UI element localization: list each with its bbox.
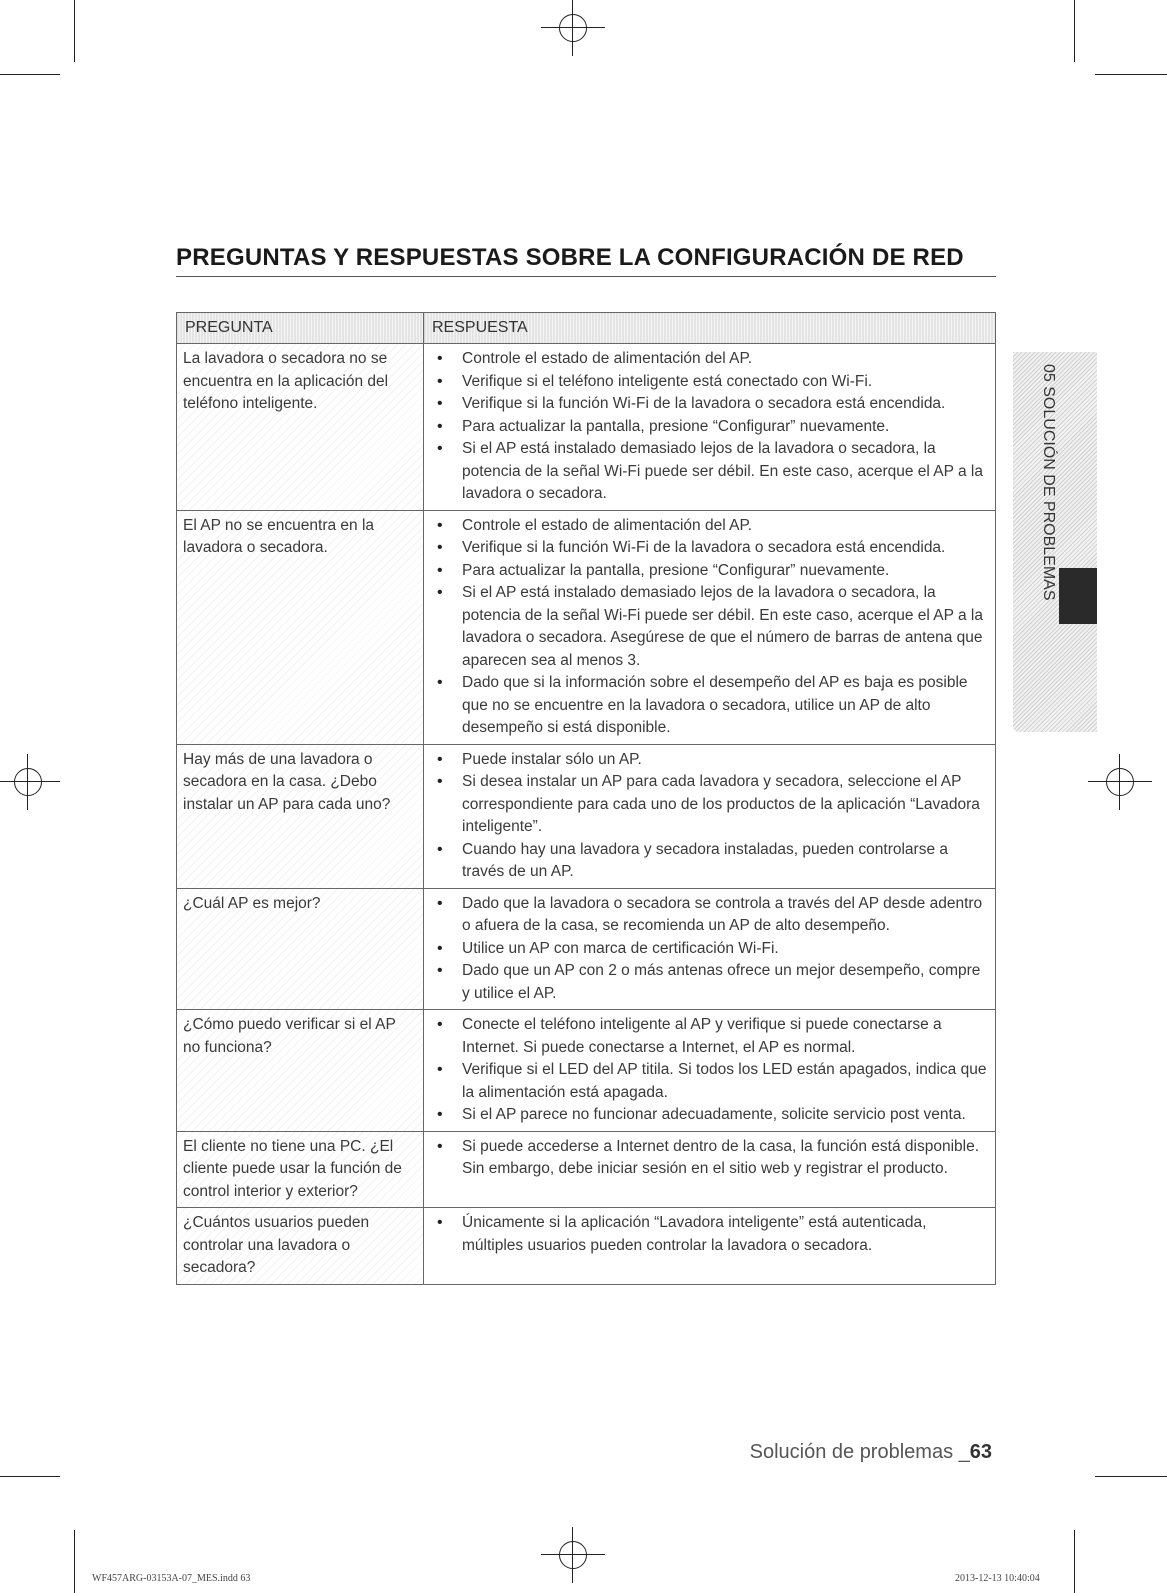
table-row [177,1010,996,1132]
answer-item: • Puede instalar sólo un AP. [430,749,989,772]
answer-cell [424,744,996,888]
answer-item: • Utilice un AP con marca de certificación Wi-Fi. [430,938,989,961]
question-cell: El AP no se encuentra en la lavadora o secadora. [177,510,424,744]
answer-list [430,1136,989,1181]
answer-item: • Controle el estado de alimentación del AP. [430,515,989,538]
answer-list [430,515,989,740]
table-row [177,744,996,888]
answer-item: • Cuando hay una lavadora y secadora instaladas, pueden controlarse a través de un AP. [430,839,989,884]
section-side-tab-marker [1059,568,1097,624]
answer-cell [424,344,996,511]
question-cell: Hay más de una lavadora o secadora en la casa. ¿Debo instalar un AP para cada uno? [177,744,424,888]
crop-mark [1095,74,1167,75]
answer-item: • Verifique si la función Wi-Fi de la lavadora o secadora está encendida. [430,537,989,560]
answer-item: • Conecte el teléfono inteligente al AP y verifique si puede conectarse a Internet. Si puede conectarse a Internet, el AP es normal. [430,1014,989,1059]
crop-mark [1095,1476,1167,1477]
crop-mark [1074,0,1075,62]
crop-mark [0,74,60,75]
answer-cell [424,510,996,744]
question-cell: ¿Cuántos usuarios pueden controlar una lavadora o secadora? [177,1208,424,1285]
answer-item: • Si desea instalar un AP para cada lavadora y secadora, seleccione el AP correspondiente para cada uno de los productos de la aplicación “Lavadora inteligente”. [430,771,989,839]
answer-cell [424,1010,996,1132]
answer-item: • Para actualizar la pantalla, presione “Configurar” nuevamente. [430,416,989,439]
answer-item: • Verifique si la función Wi-Fi de la lavadora o secadora está encendida. [430,393,989,416]
file-slug: WF457ARG-03153A-07_MES.indd 63 [92,1573,251,1584]
table-header-row [177,313,996,344]
footer-section-label: Solución de problemas _ [749,1441,970,1463]
answer-item: • Verifique si el teléfono inteligente está conectado con Wi-Fi. [430,371,989,394]
qa-table-body [177,344,996,1285]
answer-cell [424,1131,996,1208]
answer-item: • Dado que un AP con 2 o más antenas ofrece un mejor desempeño, compre y utilice el AP. [430,960,989,1005]
answer-cell [424,888,996,1010]
answer-item: • Si el AP está instalado demasiado lejos de la lavadora o secadora, la potencia de la señal Wi-Fi puede ser débil. En este caso, acerque el AP a la lavadora o secadora. [430,438,989,506]
table-row [177,1208,996,1285]
qa-table [176,312,996,1285]
answer-item: • Para actualizar la pantalla, presione “Configurar” nuevamente. [430,560,989,583]
crop-mark [0,1476,60,1477]
answer-list [430,1014,989,1127]
answer-cell [424,1208,996,1285]
question-cell: El cliente no tiene una PC. ¿El cliente puede usar la función de control interior y exterior? [177,1131,424,1208]
registration-mark-right [1100,762,1140,802]
answer-list [430,749,989,884]
answer-list [430,1212,989,1257]
crop-mark [74,0,75,62]
table-row [177,888,996,1010]
print-timestamp: 2013-12-13 10:40:04 [955,1573,1040,1584]
column-header-question: PREGUNTA [177,313,424,344]
answer-item: • Verifique si el LED del AP titila. Si todos los LED están apagados, indica que la alimentación está apagada. [430,1059,989,1104]
crop-mark [1074,1530,1075,1593]
answer-item: • Dado que la lavadora o secadora se controla a través del AP desde adentro o afuera de la casa, se recomienda un AP de alto desempeño. [430,893,989,938]
answer-list [430,893,989,1006]
section-side-tab-label: 05 SOLUCIÓN DE PROBLEMAS [1040,364,1057,601]
registration-mark-bottom [553,1535,593,1575]
page-number: 63 [969,1441,992,1463]
table-row [177,344,996,511]
page-footer [750,1441,992,1464]
answer-item: • Si puede accederse a Internet dentro de la casa, la función está disponible. Sin embargo, debe iniciar sesión en el sitio web y registrar el producto. [430,1136,989,1181]
question-cell: La lavadora o secadora no se encuentra en la aplicación del teléfono inteligente. [177,344,424,511]
table-row [177,1131,996,1208]
table-row [177,510,996,744]
registration-mark-left [8,762,48,802]
answer-list [430,348,989,506]
crop-mark [74,1530,75,1593]
answer-item: • Si el AP está instalado demasiado lejos de la lavadora o secadora, la potencia de la señal Wi-Fi puede ser débil. En este caso, acerque el AP a la lavadora o secadora. Asegúrese de que el número de barras de antena que aparecen sea al menos 3. [430,582,989,672]
answer-item: • Únicamente si la aplicación “Lavadora inteligente” está autenticada, múltiples usuarios pueden controlar la lavadora o secadora. [430,1212,989,1257]
question-cell: ¿Cómo puedo verificar si el AP no funciona? [177,1010,424,1132]
answer-item: • Dado que si la información sobre el desempeño del AP es baja es posible que no se encuentre en la lavadora o secadora, utilice un AP de alto desempeño si está disponible. [430,672,989,740]
registration-mark-top [553,8,593,48]
page-title: PREGUNTAS Y RESPUESTAS SOBRE LA CONFIGURACIÓN DE RED [176,244,996,277]
section-side-tab [1013,352,1097,732]
answer-item: • Controle el estado de alimentación del AP. [430,348,989,371]
question-cell: ¿Cuál AP es mejor? [177,888,424,1010]
column-header-answer: RESPUESTA [424,313,996,344]
answer-item: • Si el AP parece no funcionar adecuadamente, solicite servicio post venta. [430,1104,989,1127]
